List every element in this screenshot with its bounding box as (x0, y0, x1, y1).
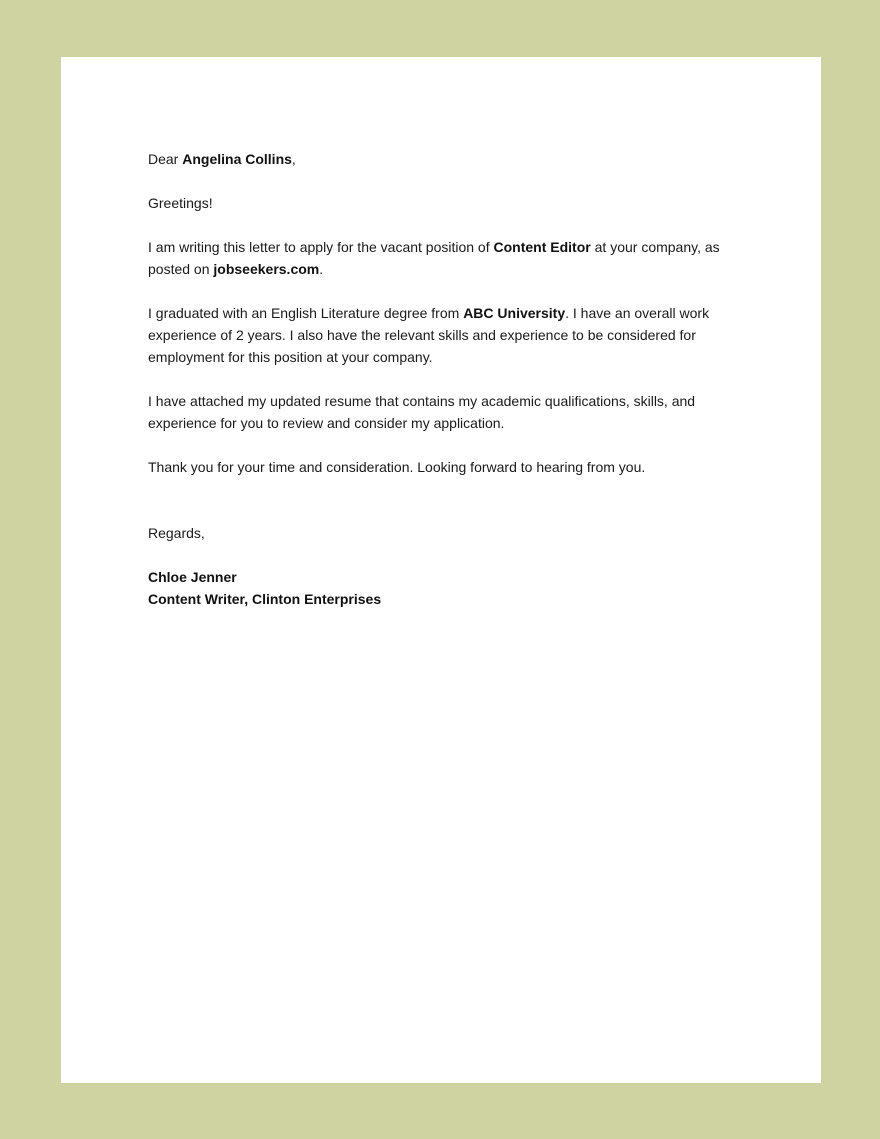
letter-body (148, 148, 748, 632)
paragraph-text: . I have an overall work experience of 2 years. I also have the relevant skills and experience to be considered for employment for this position at your company. (148, 305, 710, 365)
paragraph-text: at your company, as posted on (148, 239, 720, 277)
greeting: Greetings! (148, 195, 213, 211)
paragraph-education (148, 302, 748, 368)
salutation (148, 148, 748, 170)
signature-name: Chloe Jenner (148, 569, 237, 585)
job-source: jobseekers.com (213, 261, 320, 277)
paragraph-text: I graduated with an English Literature degree from (148, 305, 464, 321)
recipient-name: Angelina Collins (182, 151, 292, 167)
closing: Regards, (148, 525, 205, 541)
paragraph-text: I am writing this letter to apply for the vacant position of (148, 239, 494, 255)
paragraph-thanks: Thank you for your time and consideration. Looking forward to hearing from you. (148, 459, 646, 475)
salutation-suffix: , (291, 151, 296, 167)
salutation-prefix: Dear (148, 151, 183, 167)
paragraph-application (148, 236, 748, 280)
signature-title: Content Writer, Clinton Enterprises (148, 591, 382, 607)
letter-page (61, 57, 821, 1083)
position-name: Content Editor (493, 239, 591, 255)
paragraph-text: . (319, 261, 324, 277)
signature-block (148, 566, 748, 610)
paragraph-resume: I have attached my updated resume that contains my academic qualifications, skills, and experience for you to review and consider my application. (148, 393, 696, 431)
university-name: ABC University (463, 305, 566, 321)
